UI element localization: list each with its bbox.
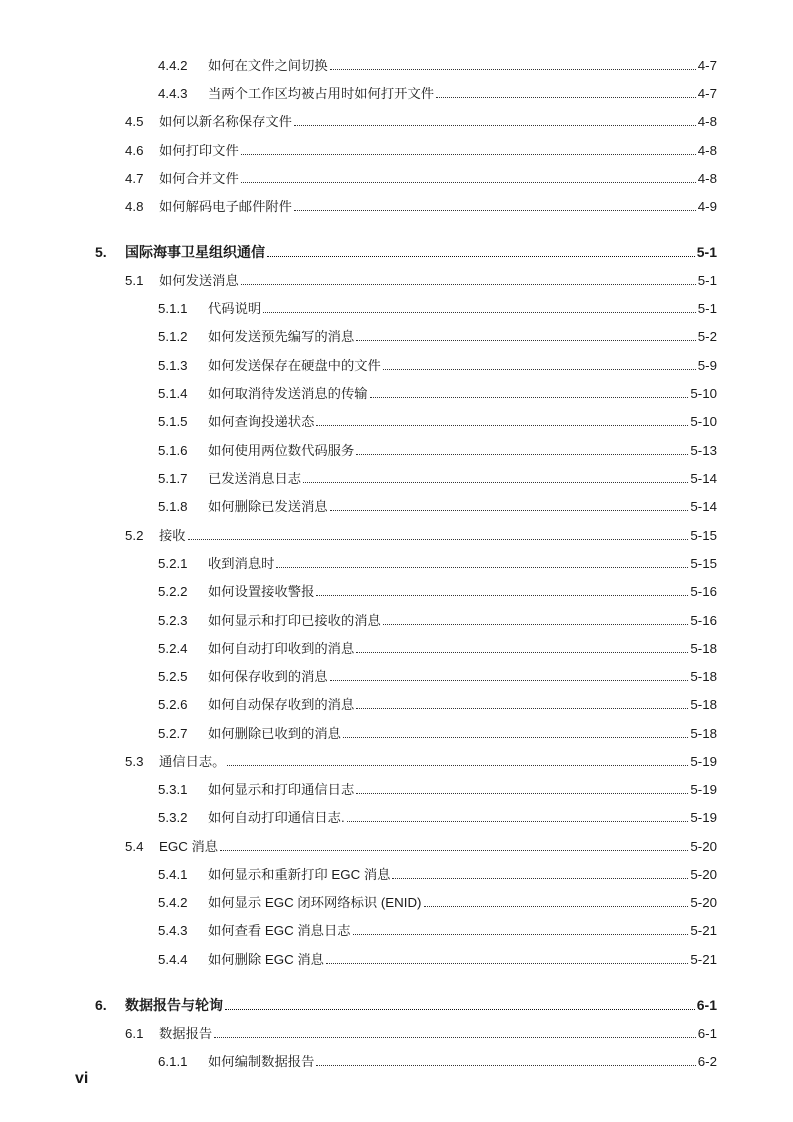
toc-entry-number: 5.2.2 xyxy=(158,584,188,599)
dot-leader xyxy=(356,454,688,455)
toc-entry-page: 5-14 xyxy=(690,471,717,486)
toc-entry-page: 5-18 xyxy=(690,726,717,741)
toc-entry xyxy=(125,142,717,160)
toc-entry-title: 数据报告与轮询 xyxy=(125,997,223,1013)
dot-leader xyxy=(356,793,688,794)
toc-entry-number: 5.1.8 xyxy=(158,499,188,514)
toc-entry-title: 如何自动打印收到的消息 xyxy=(208,641,355,656)
toc-entry-number: 5.1.6 xyxy=(158,443,188,458)
toc-entry-page: 6-2 xyxy=(697,1054,717,1069)
toc-entry xyxy=(158,612,717,630)
toc-entry-title: 如何设置接收警报 xyxy=(208,584,315,599)
toc-entry-title: 如何合并文件 xyxy=(159,171,239,186)
dot-leader xyxy=(241,284,696,285)
dot-leader xyxy=(347,821,689,822)
toc-entry-number: 5.1.7 xyxy=(158,471,188,486)
toc-entry xyxy=(158,1053,717,1071)
toc-entry-title: 国际海事卫星组织通信 xyxy=(125,244,265,260)
toc-entry-number: 5.1.4 xyxy=(158,386,188,401)
toc-entry-title: 收到消息时 xyxy=(208,556,275,571)
toc-entry-number: 5.2.5 xyxy=(158,669,188,684)
toc-entry-number: 5.3.2 xyxy=(158,810,188,825)
toc-entry-page: 4-7 xyxy=(697,86,717,101)
toc-entry-number: 4.5 xyxy=(125,114,144,129)
toc-entry-page: 5-13 xyxy=(690,443,717,458)
toc-entry xyxy=(158,385,717,403)
toc-entry-title: 已发送消息日志 xyxy=(208,471,302,486)
toc-entry-page: 5-21 xyxy=(690,952,717,967)
toc-entry-number: 5.1.3 xyxy=(158,358,188,373)
toc-entry-title: 如何使用两位数代码服务 xyxy=(208,443,355,458)
toc-entry-title: 如何发送保存在硬盘中的文件 xyxy=(208,358,381,373)
toc-entry xyxy=(158,357,717,375)
toc-entry xyxy=(158,413,717,431)
toc-entry-title: EGC 消息 xyxy=(159,839,219,854)
dot-leader xyxy=(356,652,688,653)
toc-entry-title: 通信日志。 xyxy=(159,754,226,769)
toc-entry-title: 如何删除已发送消息 xyxy=(208,499,328,514)
dot-leader xyxy=(330,680,689,681)
toc-entry-title: 如何在文件之间切换 xyxy=(208,58,328,73)
toc-entry xyxy=(125,272,717,290)
toc-entry-number: 5.1.5 xyxy=(158,414,188,429)
toc-entry-page: 5-20 xyxy=(690,895,717,910)
toc-entry xyxy=(158,696,717,714)
toc-entry-title: 如何查询投递状态 xyxy=(208,414,315,429)
toc-entry xyxy=(158,57,717,75)
dot-leader xyxy=(227,765,688,766)
toc-entry-number: 5.4.4 xyxy=(158,952,188,967)
toc-entry-title: 如何显示 EGC 闭环网络标识 (ENID) xyxy=(208,895,422,910)
toc-entry xyxy=(158,85,717,103)
toc-entry xyxy=(125,1025,717,1043)
dot-leader xyxy=(316,425,688,426)
toc-entry xyxy=(158,555,717,573)
toc-entry xyxy=(158,894,717,912)
toc-entry-number: 5.4 xyxy=(125,839,144,854)
dot-leader xyxy=(214,1037,696,1038)
toc-entry-title: 如何取消待发送消息的传输 xyxy=(208,386,368,401)
toc-entry xyxy=(158,809,717,827)
toc-entry-page: 4-9 xyxy=(697,199,717,214)
toc-entry-page: 5-15 xyxy=(690,556,717,571)
toc-entry xyxy=(158,300,717,318)
toc-entry-number: 5.2.6 xyxy=(158,697,188,712)
dot-leader xyxy=(392,878,688,879)
toc-entry-page: 5-16 xyxy=(690,613,717,628)
dot-leader xyxy=(276,567,688,568)
toc-entry-title: 如何显示和重新打印 EGC 消息 xyxy=(208,867,391,882)
toc-entry xyxy=(158,781,717,799)
toc-entry-page: 6-1 xyxy=(697,1026,717,1041)
toc-entry-title: 如何保存收到的消息 xyxy=(208,669,328,684)
dot-leader xyxy=(424,906,689,907)
toc-entry xyxy=(125,753,717,771)
toc-entry-page: 5-18 xyxy=(690,697,717,712)
toc-entry xyxy=(125,170,717,188)
toc-entry-number: 4.4.3 xyxy=(158,86,188,101)
toc-entry-number: 5.1 xyxy=(125,273,144,288)
toc-entry-title: 如何查看 EGC 消息日志 xyxy=(208,923,351,938)
toc-entry xyxy=(158,583,717,601)
dot-leader xyxy=(326,963,688,964)
dot-leader xyxy=(383,624,689,625)
toc-entry-number: 5.4.3 xyxy=(158,923,188,938)
toc-entry-page: 5-21 xyxy=(690,923,717,938)
toc-entry-title: 如何删除 EGC 消息 xyxy=(208,952,324,967)
toc-entry-number: 5.1.1 xyxy=(158,301,188,316)
toc-entry-number: 4.7 xyxy=(125,171,144,186)
toc-entry-page: 5-9 xyxy=(697,358,717,373)
toc-entry-title: 如何显示和打印通信日志 xyxy=(208,782,355,797)
toc-entry-title: 如何编制数据报告 xyxy=(208,1054,315,1069)
toc-entry xyxy=(158,725,717,743)
toc-entry-number: 5.4.1 xyxy=(158,867,188,882)
toc-entry-title: 接收 xyxy=(159,528,186,543)
toc-entry xyxy=(158,442,717,460)
dot-leader xyxy=(225,1009,695,1010)
toc-entry xyxy=(158,866,717,884)
toc-entry-page: 5-20 xyxy=(690,867,717,882)
page-number: vi xyxy=(75,1070,89,1087)
dot-leader xyxy=(356,340,696,341)
dot-leader xyxy=(370,397,689,398)
toc-entry xyxy=(125,527,717,545)
toc-entry-page: 5-19 xyxy=(690,754,717,769)
toc-entry-page: 5-10 xyxy=(690,414,717,429)
dot-leader xyxy=(267,256,695,257)
toc-entry-number: 6.1 xyxy=(125,1026,144,1041)
dot-leader xyxy=(330,510,689,511)
toc-entry xyxy=(158,640,717,658)
toc-chapter-entry xyxy=(95,243,717,261)
toc-entry xyxy=(158,470,717,488)
toc-entry-title: 如何显示和打印已接收的消息 xyxy=(208,613,381,628)
toc-entry xyxy=(158,498,717,516)
toc-entry-page: 4-7 xyxy=(697,58,717,73)
toc-entry xyxy=(158,668,717,686)
toc-entry xyxy=(125,113,717,131)
dot-leader xyxy=(316,1065,695,1066)
dot-leader xyxy=(356,708,688,709)
toc-entry-number: 5.2 xyxy=(125,528,144,543)
toc-entry xyxy=(158,922,717,940)
dot-leader xyxy=(241,182,696,183)
toc-entry-number: 4.6 xyxy=(125,143,144,158)
toc-entry-page: 5-19 xyxy=(690,782,717,797)
toc-entry-number: 5.1.2 xyxy=(158,329,188,344)
toc-entry-page: 6-1 xyxy=(696,997,717,1013)
toc-entry xyxy=(158,951,717,969)
toc-entry-page: 5-2 xyxy=(697,329,717,344)
dot-leader xyxy=(294,210,696,211)
dot-leader xyxy=(220,850,688,851)
toc-entry-page: 5-15 xyxy=(690,528,717,543)
toc-entry xyxy=(125,198,717,216)
toc-entry-number: 6.1.1 xyxy=(158,1054,188,1069)
toc-entry-page: 5-1 xyxy=(696,244,717,260)
dot-leader xyxy=(263,312,696,313)
dot-leader xyxy=(343,737,688,738)
toc-entry-title: 数据报告 xyxy=(159,1026,213,1041)
dot-leader xyxy=(303,482,688,483)
toc-entry-number: 5.3.1 xyxy=(158,782,188,797)
toc-entry-number: 5.2.1 xyxy=(158,556,188,571)
toc-entry-number: 5.2.7 xyxy=(158,726,188,741)
toc-entry-page: 5-18 xyxy=(690,669,717,684)
toc-entry-page: 5-16 xyxy=(690,584,717,599)
toc-entry-title: 如何自动保存收到的消息 xyxy=(208,697,355,712)
toc-entry-number: 6. xyxy=(95,997,107,1013)
toc-entry-title: 如何打印文件 xyxy=(159,143,239,158)
toc-entry-number: 5.2.4 xyxy=(158,641,188,656)
toc-entry-number: 4.4.2 xyxy=(158,58,188,73)
toc-entry-page: 4-8 xyxy=(697,171,717,186)
dot-leader xyxy=(294,125,696,126)
dot-leader xyxy=(330,69,696,70)
toc-entry-number: 5. xyxy=(95,244,107,260)
toc-entry-page: 4-8 xyxy=(697,143,717,158)
toc-entry-title: 如何发送消息 xyxy=(159,273,239,288)
dot-leader xyxy=(436,97,696,98)
toc-entry-page: 5-19 xyxy=(690,810,717,825)
toc-chapter-entry xyxy=(95,996,717,1014)
toc-entry-title: 代码说明 xyxy=(208,301,262,316)
toc-entry-page: 5-10 xyxy=(690,386,717,401)
toc-entry-title: 如何删除已收到的消息 xyxy=(208,726,341,741)
dot-leader xyxy=(241,154,696,155)
dot-leader xyxy=(316,595,688,596)
toc-entry-number: 5.3 xyxy=(125,754,144,769)
toc-entry-title: 当两个工作区均被占用时如何打开文件 xyxy=(208,86,435,101)
dot-leader xyxy=(353,934,689,935)
toc-entry-page: 5-1 xyxy=(697,273,717,288)
toc-entry xyxy=(125,838,717,856)
toc-entry-number: 4.8 xyxy=(125,199,144,214)
toc-entry-page: 4-8 xyxy=(697,114,717,129)
toc-entry-page: 5-18 xyxy=(690,641,717,656)
toc-entry-number: 5.4.2 xyxy=(158,895,188,910)
toc-entry-title: 如何自动打印通信日志. xyxy=(208,810,345,825)
dot-leader xyxy=(383,369,696,370)
toc-entry xyxy=(158,328,717,346)
toc-entry-number: 5.2.3 xyxy=(158,613,188,628)
toc-entry-page: 5-20 xyxy=(690,839,717,854)
toc-entry-page: 5-1 xyxy=(697,301,717,316)
toc-entry-title: 如何解码电子邮件附件 xyxy=(159,199,292,214)
dot-leader xyxy=(188,539,689,540)
toc-entry-title: 如何发送预先编写的消息 xyxy=(208,329,355,344)
toc-entry-page: 5-14 xyxy=(690,499,717,514)
toc-entry-title: 如何以新名称保存文件 xyxy=(159,114,292,129)
